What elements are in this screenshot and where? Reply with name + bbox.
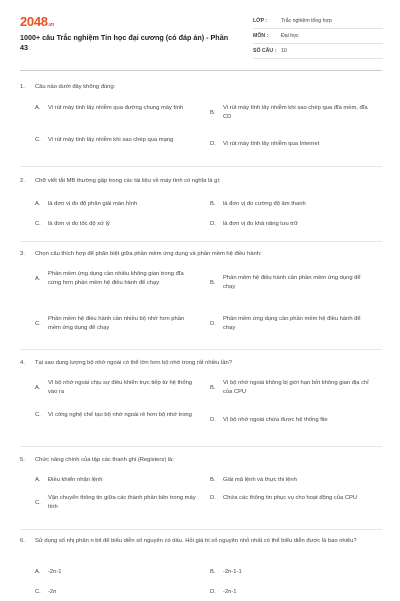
option-letter: C. (35, 221, 41, 227)
option-text: -2n-1-1 (223, 569, 242, 575)
option-letter: D. (210, 221, 216, 227)
option-c[interactable] (35, 411, 198, 420)
header-divider (20, 70, 382, 71)
option-d[interactable] (210, 494, 373, 503)
question-4 (20, 349, 382, 447)
option-text: là đơn vị đo cường độ âm thanh (223, 201, 306, 207)
option-text: -2n-1 (48, 569, 62, 575)
option-b[interactable] (210, 274, 373, 292)
option-text: Điều khiển nhận lệnh (48, 477, 103, 483)
option-text: Vì bộ nhớ ngoài chịu sự điều khiển trực tiếp từ hệ thống vào ra (48, 380, 193, 395)
option-c[interactable] (35, 315, 198, 333)
option-letter: D. (210, 141, 216, 147)
option-letter: A. (35, 569, 41, 575)
question-number: 4. (20, 360, 25, 366)
question-number: 6. (20, 538, 25, 544)
meta-value: Trắc nghiệm tổng hợp (281, 18, 332, 24)
option-letter: B. (210, 569, 216, 575)
option-text: Vi rút máy tính lây nhiễm qua Internet (223, 141, 320, 147)
option-b[interactable] (210, 568, 373, 577)
option-a[interactable] (35, 379, 198, 397)
question-body: Câu nào dưới đây không đúng: (35, 84, 116, 90)
option-b[interactable] (210, 104, 373, 122)
option-text: Phần mềm hệ điều hành cần nhiều bộ nhớ hơn phần mềm ứng dụng để chạy (48, 316, 185, 331)
option-a[interactable] (35, 270, 198, 288)
option-text: Vi rút máy tính lây nhiễm khi sao chép qua mạng (48, 137, 174, 143)
option-text: là đơn vị đo tốc độ xử lý (48, 221, 110, 227)
option-text: -2n-1 (223, 589, 237, 595)
option-d[interactable] (210, 588, 373, 597)
option-letter: B. (210, 477, 216, 483)
option-c[interactable] (35, 220, 198, 229)
option-d[interactable] (210, 416, 373, 425)
option-text: Vi rút máy tính lây nhiễm qua đường chung máy tính (48, 105, 184, 111)
question-text (20, 537, 365, 546)
option-letter: C. (35, 137, 41, 143)
option-text: là đơn vị đo độ phân giải màn hình (48, 201, 138, 207)
option-text: Vì bộ nhớ ngoài chứa được hệ thống file (223, 417, 328, 423)
option-b[interactable] (210, 476, 373, 485)
question-text (20, 359, 365, 368)
question-body: Chọn câu thích hợp để phân biệt giữa phần mềm ứng dụng và phần mềm hệ điều hành: (35, 251, 262, 257)
option-letter: A. (35, 105, 41, 111)
option-letter: B. (210, 384, 216, 391)
meta-key: SỐ CÂU : (253, 48, 277, 54)
option-d[interactable] (210, 140, 373, 149)
option-text: Phần mềm ứng dụng cần nhiều không gian trong đĩa cứng hơn phần mềm hệ điều hành để chạy (48, 271, 184, 286)
meta-value: 10 (281, 48, 287, 54)
option-text: Giải mã lệnh và thực thi lệnh (223, 477, 297, 483)
question-number: 2. (20, 178, 25, 184)
option-letter: A. (35, 201, 41, 207)
question-number: 5. (20, 457, 25, 463)
option-letter: D. (210, 417, 216, 423)
question-6 (20, 529, 382, 601)
question-body: Tại sao dung lượng bộ nhớ ngoài có thể lớn hơn bộ nhớ trong rất nhiều lần? (35, 360, 232, 366)
logo-main-text: 2048 (20, 14, 48, 29)
option-text: là đơn vị đo khả năng lưu trữ (223, 221, 298, 227)
option-text: Vì bộ nhớ ngoài không bị giới hạn bởi không gian địa chỉ của CPU (223, 380, 369, 395)
option-a[interactable] (35, 104, 198, 113)
meta-row-count (253, 44, 383, 59)
option-letter: C. (35, 499, 41, 506)
question-text (20, 83, 365, 92)
option-letter: D. (210, 495, 216, 501)
document-header (0, 0, 400, 72)
option-text: Vi rút máy tính lây nhiễm khi sao chép qua đĩa mềm, đĩa CD (223, 105, 368, 120)
option-text: Phần mềm ứng dụng cần phần mềm hệ điều hành để chạy (223, 316, 361, 331)
option-text: Chứa các thông tin phục vụ cho hoạt động của CPU (223, 495, 358, 501)
option-letter: A. (35, 384, 41, 391)
meta-key: MÔN : (253, 33, 269, 39)
option-letter: D. (210, 320, 216, 327)
question-number: 3. (20, 251, 25, 257)
question-2 (20, 166, 382, 239)
page-title: 1000+ câu Trắc nghiệm Tin học đại cương (có đáp án) - Phần 43 (20, 33, 229, 52)
option-a[interactable] (35, 476, 198, 485)
meta-row-class (253, 14, 383, 29)
option-a[interactable] (35, 200, 198, 209)
option-text: -2n (48, 589, 57, 595)
option-d[interactable] (210, 315, 373, 333)
option-letter: C. (35, 320, 41, 327)
option-text: Phần mềm hệ điều hành cần phần mềm ứng dụng để chạy (223, 275, 361, 290)
question-1 (20, 73, 382, 163)
question-text (20, 456, 365, 465)
question-body: Sử dụng số nhị phân n bit để biểu diễn số nguyên có dấu. Hỏi giá trị số nguyên nhỏ nhất có thể biểu diễn được là bao nhiêu? (35, 538, 357, 544)
question-body: Chức năng chính của tập các thanh ghi (Registers) là: (35, 457, 174, 463)
option-letter: A. (35, 275, 41, 282)
option-a[interactable] (35, 568, 198, 577)
question-text (20, 177, 365, 186)
option-c[interactable] (35, 136, 198, 145)
option-letter: A. (35, 477, 41, 483)
option-c[interactable] (35, 588, 198, 597)
question-body: Chữ viết tắt MB thường gặp trong các tài liệu về máy tính có nghĩa là gì: (35, 178, 221, 184)
question-text (20, 250, 365, 259)
option-letter: D. (210, 589, 216, 595)
question-number: 1. (20, 84, 25, 90)
meta-key: LỚP : (253, 18, 268, 24)
option-text: Vì công nghệ chế tạo bộ nhớ ngoài rẻ hơn bộ nhớ trong (48, 412, 192, 418)
question-3 (20, 241, 382, 349)
site-logo[interactable] (20, 14, 54, 29)
option-c[interactable] (35, 494, 198, 512)
option-text: Vận chuyển thông tin giữa các thành phần bên trong máy tính (48, 495, 196, 510)
option-letter: C. (35, 412, 41, 418)
option-b[interactable] (210, 379, 373, 397)
option-letter: B. (210, 109, 216, 116)
option-letter: B. (210, 201, 216, 207)
question-5 (20, 446, 382, 528)
meta-value: Đại học (281, 33, 299, 39)
option-b[interactable] (210, 200, 373, 209)
meta-row-subject (253, 29, 383, 44)
option-letter: B. (210, 279, 216, 286)
option-d[interactable] (210, 220, 373, 229)
meta-table (253, 14, 383, 59)
logo-sub-text: .vn (47, 22, 55, 28)
option-letter: C. (35, 589, 41, 595)
